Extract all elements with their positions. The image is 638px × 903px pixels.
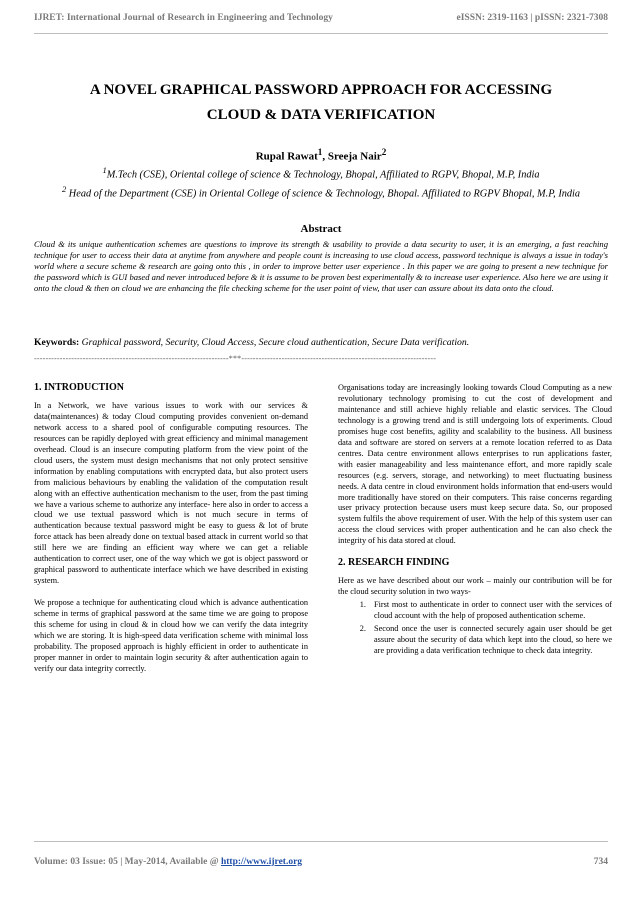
footer-volume-text: Volume: 03 Issue: 05 | May-2014, Available @ bbox=[34, 857, 221, 867]
left-column bbox=[34, 383, 308, 686]
author-separator: , bbox=[322, 150, 328, 163]
list-item: 2. Second once the user is connected securely again user should be get assure about the security of data which kept into the cloud, so here we are providing a data verification technique to check data integrity. bbox=[368, 624, 612, 657]
journal-link[interactable]: http://www.ijret.org bbox=[220, 857, 303, 867]
authors bbox=[34, 147, 608, 163]
list-item: 1. First most to authenticate in order to connect user with the services of cloud account with the help of proposed authentication scheme. bbox=[368, 600, 612, 622]
running-header bbox=[34, 13, 608, 23]
affiliation-1 bbox=[34, 163, 608, 182]
paper-title bbox=[34, 78, 608, 128]
author-2-sup: 2 bbox=[381, 147, 387, 157]
title-line-2: CLOUD & DATA VERIFICATION bbox=[206, 107, 436, 123]
keywords bbox=[34, 337, 608, 348]
affiliation-1-text: M.Tech (CSE), Oriental college of science & Technology, Bhopal, Affiliated to RGPV, Bhopal, M.P, India bbox=[106, 169, 540, 181]
intro-paragraph-2: We propose a technique for authenticating cloud which is advance authentication scheme in terms of graphical password at the same time we are going to propose this scheme for using in cloud & in cloud how we can verify the data integrity which we are storing. It is high-speed data verification scheme with minimal loss probability. The proposed approach is highly efficient in order to authenticate in proper manner in order to maintain login security & after authentication again to verify our data integrity correctly. bbox=[34, 598, 308, 673]
author-1: Rupal Rawat bbox=[255, 150, 318, 163]
right-paragraph-1: Organisations today are increasingly looking towards Cloud Computing as a new revolutionary technology promising to cut the cost of development and maintenance and still achieve highly reliable and elastic services. The Cloud technology is a growing trend and is still undergoing lots of experiments. Cloud promises huge cost benefits, agility and scalability to the business. All business data and software are stored on servers at a remote location referred to as Data centres. Data centre environment allows enterprises to run applications faster, with easier manageability and less maintenance effort, and more rapidly scale resources (e.g. servers, storage, and networking) to meet fluctuating business needs. A data centre in cloud environment holds information that end-users would more traditionally have stored on their computers. This raise concerns regarding user privacy protection because users must keep secure data. So, our proposed system fulfils the above requirement of user. With the help of this system user can access the cloud services with proper authentication and he can also check the integrity of his data stored at cloud. bbox=[338, 383, 612, 546]
section-separator: --------------------------------------------------------------------***-------------------------------------------------------------------- bbox=[34, 354, 437, 363]
page-number: 734 bbox=[593, 857, 608, 867]
affiliation-2-sup: 2 bbox=[61, 184, 67, 195]
journal-name: IJRET: International Journal of Research in Engineering and Technology bbox=[34, 13, 333, 23]
affiliation-1-sup: 1 bbox=[102, 165, 107, 175]
section-2-heading: 2. RESEARCH FINDING bbox=[338, 557, 450, 569]
footer-volume bbox=[34, 857, 302, 867]
title-line-1: A NOVEL GRAPHICAL PASSWORD APPROACH FOR ACCESSING bbox=[89, 82, 553, 98]
issn: eISSN: 2319-1163 | pISSN: 2321-7308 bbox=[456, 13, 608, 23]
footer-rule bbox=[34, 841, 608, 842]
affiliations bbox=[34, 163, 608, 202]
right-column bbox=[338, 383, 612, 659]
affiliation-2 bbox=[34, 182, 608, 201]
author-2: Sreeja Nair bbox=[327, 150, 382, 163]
author-1-sup: 1 bbox=[317, 147, 323, 157]
research-list bbox=[338, 600, 612, 657]
header-rule bbox=[34, 33, 608, 34]
section-1-heading: 1. INTRODUCTION bbox=[34, 382, 125, 393]
keywords-text: Graphical password, Security, Cloud Access, Secure cloud authentication, Secure Data verification. bbox=[79, 337, 470, 348]
abstract-text: Cloud & its unique authentication schemes are questions to improve its strength & usability to provide a data security to user, it is an emerging, a fast reaching technique for user to access their data at anytime from anywhere and people count is increasing to use cloud access, password technique is always a issue in today's world where a secure scheme & research are going onto this , in order to improve better user experience . In this paper we are going to present a new technique for the password which is GUI based and never introduced before & it is assume to be proven best experimentally & to increase user experience. Also here we are using it onto the cloud & then on cloud we are enhancing the file checking scheme for the user point of view, that user can assure about its data onto the cloud. bbox=[34, 239, 608, 293]
affiliation-2-text: Head of the Department (CSE) in Oriental College of science & Technology, Bhopal. Affiliated to RGPV Bhopal, M.P, India bbox=[66, 188, 581, 200]
intro-paragraph-1: In a Network, we have various issues to work with our services & data(maintenances) & today Cloud computing provides convenient on-demand network access to a shared pool of configurable computing resources. The resources can be rapidly deployed with great efficiency and minimal management overhead. Cloud is an insecure computing platform from the view point of the cloud users, the system must design mechanisms that not only protect sensitive information by enabling computations with encrypted data, but also protect users from malicious behaviours by enabling the validation of the computation result along with an effective authentication mechanism to the user, from the past timing we have a various scheme to authorize any interface- here also in order to access a cloud we use textual password which is not much secure in terms of authentication because textual password might be easy to guess & lot of brute force attack has been already done on textual based attack in current world so that still here we are finding an efficient way where we can get a reliable authentication to correct user, one of the way which we got is object password or graphical password to authenticate interface which we have described in existing system. bbox=[34, 400, 308, 586]
keywords-label: Keywords: bbox=[34, 337, 80, 348]
running-footer bbox=[34, 857, 608, 867]
abstract-heading: Abstract bbox=[300, 223, 342, 235]
research-paragraph: Here as we have described about our work – mainly our contribution will be for the cloud security solution in two ways- bbox=[338, 576, 612, 597]
